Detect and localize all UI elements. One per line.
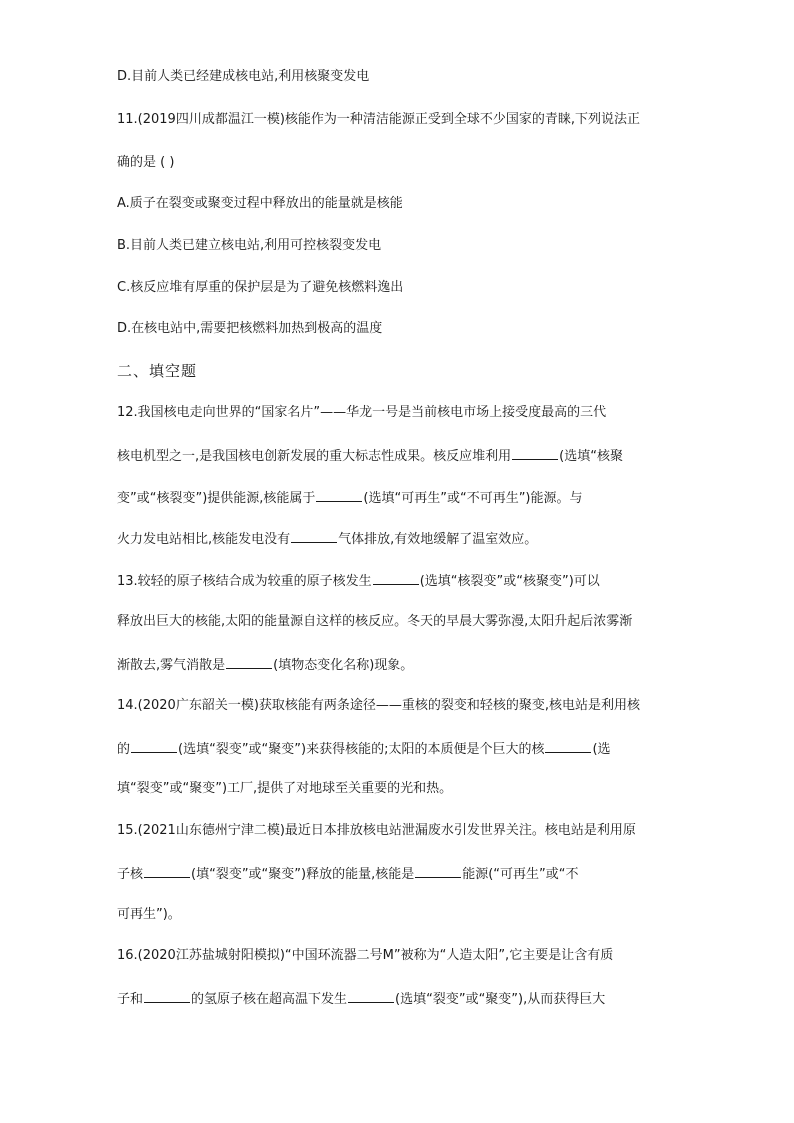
question-13-line-3: 渐散去,雾气消散是 (填物态变化名称)现象。 — [117, 655, 677, 675]
answer-blank[interactable] — [226, 655, 272, 669]
question-11-stem-cont: 确的是 ( ) — [117, 155, 175, 170]
answer-blank[interactable] — [545, 739, 591, 753]
question-12-line-4: 火力发电站相比,核能发电没有 气体排放,有效地缓解了温室效应。 — [117, 529, 677, 549]
answer-blank[interactable] — [144, 864, 190, 878]
answer-blank[interactable] — [415, 864, 461, 878]
question-15-line-1: 15.(2021山东德州宁津二模)最近日本排放核电站泄漏废水引发世界关注。核电站是利用原 — [117, 823, 636, 838]
answer-blank[interactable] — [348, 989, 394, 1003]
question-13-line-1: 13.较轻的原子核结合成为较重的原子核发生 (选填“核裂变”或“核聚变”)可以 — [117, 571, 677, 591]
question-14-line-3: 填“裂变”或“聚变”)工厂,提供了对地球至关重要的光和热。 — [117, 781, 453, 796]
question-12-line-3: 变”或“核裂变”)提供能源,核能属于 (选填“可再生”或“不可再生”)能源。与 — [117, 488, 677, 508]
answer-blank[interactable] — [291, 529, 337, 543]
answer-blank[interactable] — [512, 446, 558, 460]
option-d-q10: D.目前人类已经建成核电站,利用核聚变发电 — [117, 69, 370, 84]
question-15-line-2: 子核 (填“裂变”或“聚变”)释放的能量,核能是 能源(“可再生”或“不 — [117, 864, 677, 884]
section-heading: 二、填空题 — [117, 362, 198, 380]
option-c-q11: C.核反应堆有厚重的保护层是为了避免核燃料逸出 — [117, 280, 404, 295]
question-11-stem: 11.(2019四川成都温江一模)核能作为一种清洁能源正受到全球不少国家的青睐,下列说法正 — [117, 112, 641, 127]
question-12-line-1: 12.我国核电走向世界的“国家名片”——华龙一号是当前核电市场上接受度最高的三代 — [117, 405, 607, 420]
question-13-line-2: 释放出巨大的核能,太阳的能量源自这样的核反应。冬天的早晨大雾弥漫,太阳升起后浓雾渐 — [117, 614, 633, 629]
option-b-q11: B.目前人类已建立核电站,利用可控核裂变发电 — [117, 238, 382, 253]
question-15-line-3: 可再生”)。 — [117, 907, 181, 922]
question-14-line-2: 的 (选填“裂变”或“聚变”)来获得核能的;太阳的本质便是个巨大的核 (选 — [117, 739, 677, 759]
option-a-q11: A.质子在裂变或聚变过程中释放出的能量就是核能 — [117, 196, 403, 211]
answer-blank[interactable] — [144, 989, 190, 1003]
question-14-line-1: 14.(2020广东韶关一模)获取核能有两条途径——重核的裂变和轻核的聚变,核电站是利用核 — [117, 698, 641, 713]
answer-blank[interactable] — [316, 488, 362, 502]
question-12-line-2: 核电机型之一,是我国核电创新发展的重大标志性成果。核反应堆利用 (选填“核聚 — [117, 446, 677, 466]
answer-blank[interactable] — [131, 739, 177, 753]
option-d-q11: D.在核电站中,需要把核燃料加热到极高的温度 — [117, 321, 383, 336]
answer-blank[interactable] — [373, 571, 419, 585]
question-16-line-1: 16.(2020江苏盐城射阳模拟)“中国环流器二号M”被称为“人造太阳”,它主要是让含有质 — [117, 948, 614, 963]
question-16-line-2: 子和 的氢原子核在超高温下发生 (选填“裂变”或“聚变”),从而获得巨大 — [117, 989, 677, 1009]
